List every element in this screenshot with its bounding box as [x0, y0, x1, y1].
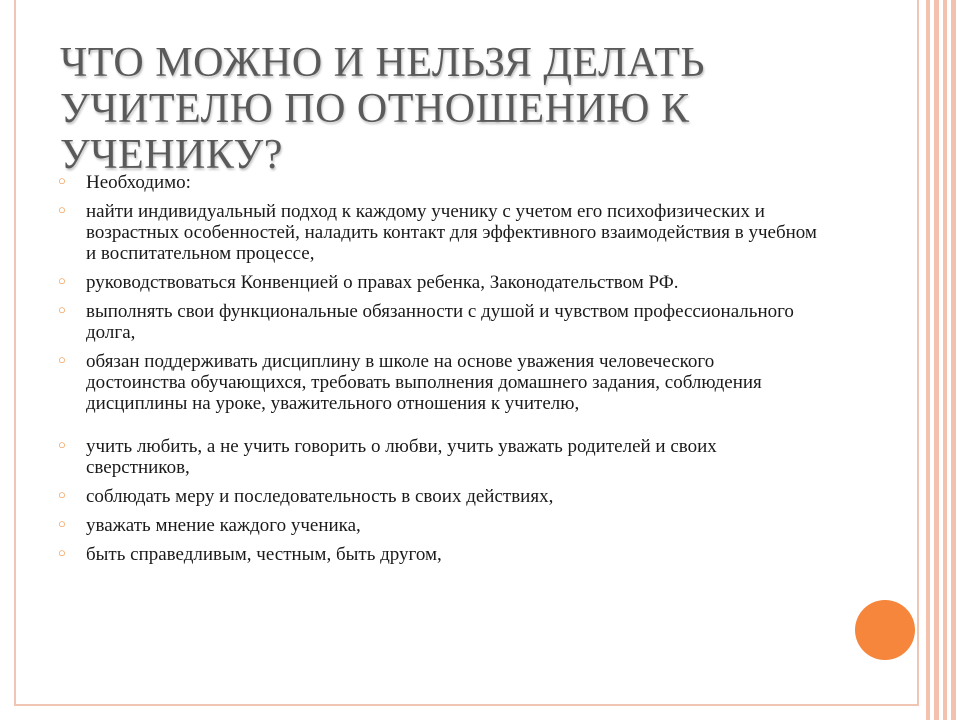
list-item [58, 301, 818, 343]
bullet-ring-icon [58, 203, 66, 216]
list-item [58, 201, 818, 264]
list-item [58, 515, 818, 536]
bullet-ring-icon [58, 353, 66, 366]
decorative-stripe [943, 0, 947, 720]
bullet-ring-icon [58, 303, 66, 316]
list-item [58, 486, 818, 507]
list-item-text: быть справедливым, честным, быть другом, [86, 544, 442, 565]
decorative-stripe [951, 0, 956, 720]
list-item [58, 436, 818, 478]
list-item-text: уважать мнение каждого ученика, [86, 515, 361, 536]
title-line: УЧЕНИКУ? [60, 132, 283, 178]
bullet-ring-icon [58, 174, 66, 187]
orange-circle-icon [855, 600, 915, 660]
bullet-list [58, 172, 818, 573]
bullet-ring-icon [58, 488, 66, 501]
list-item-text: выполнять свои функциональные обязанности с душой и чувством профессионального долга, [86, 301, 794, 343]
list-item-text: обязан поддерживать дисциплину в школе на основе уважения человеческого достоинства обучающихся, требовать выполнения домашнего задания, соблюдения дисциплины на уроке, уважительного отношения к учителю, [86, 351, 762, 414]
list-item-text: найти индивидуальный подход к каждому ученику с учетом его психофизических и возрастных особенностей, наладить контакт для эффективного взаимодействия в учебном и воспитательном процессе, [86, 201, 817, 264]
list-item [58, 351, 818, 414]
decorative-stripe [926, 0, 930, 720]
list-item-text: Необходимо: [86, 172, 191, 193]
list-item [58, 544, 818, 565]
list-item-text: учить любить, а не учить говорить о любви, учить уважать родителей и своих сверстников, [86, 436, 717, 478]
list-item-text: соблюдать меру и последовательность в своих действиях, [86, 486, 554, 507]
title-line: ЧТО МОЖНО И НЕЛЬЗЯ ДЕЛАТЬ [60, 40, 706, 86]
slide-title [60, 40, 820, 178]
bullet-ring-icon [58, 438, 66, 451]
title-line: УЧИТЕЛЮ ПО ОТНОШЕНИЮ К [60, 86, 690, 132]
decorative-stripe [934, 0, 939, 720]
list-item [58, 172, 818, 193]
bullet-ring-icon [58, 546, 66, 559]
list-item [58, 272, 818, 293]
bullet-ring-icon [58, 274, 66, 287]
bullet-ring-icon [58, 517, 66, 530]
list-item-text: руководствоваться Конвенцией о правах ребенка, Законодательством РФ. [86, 272, 679, 293]
